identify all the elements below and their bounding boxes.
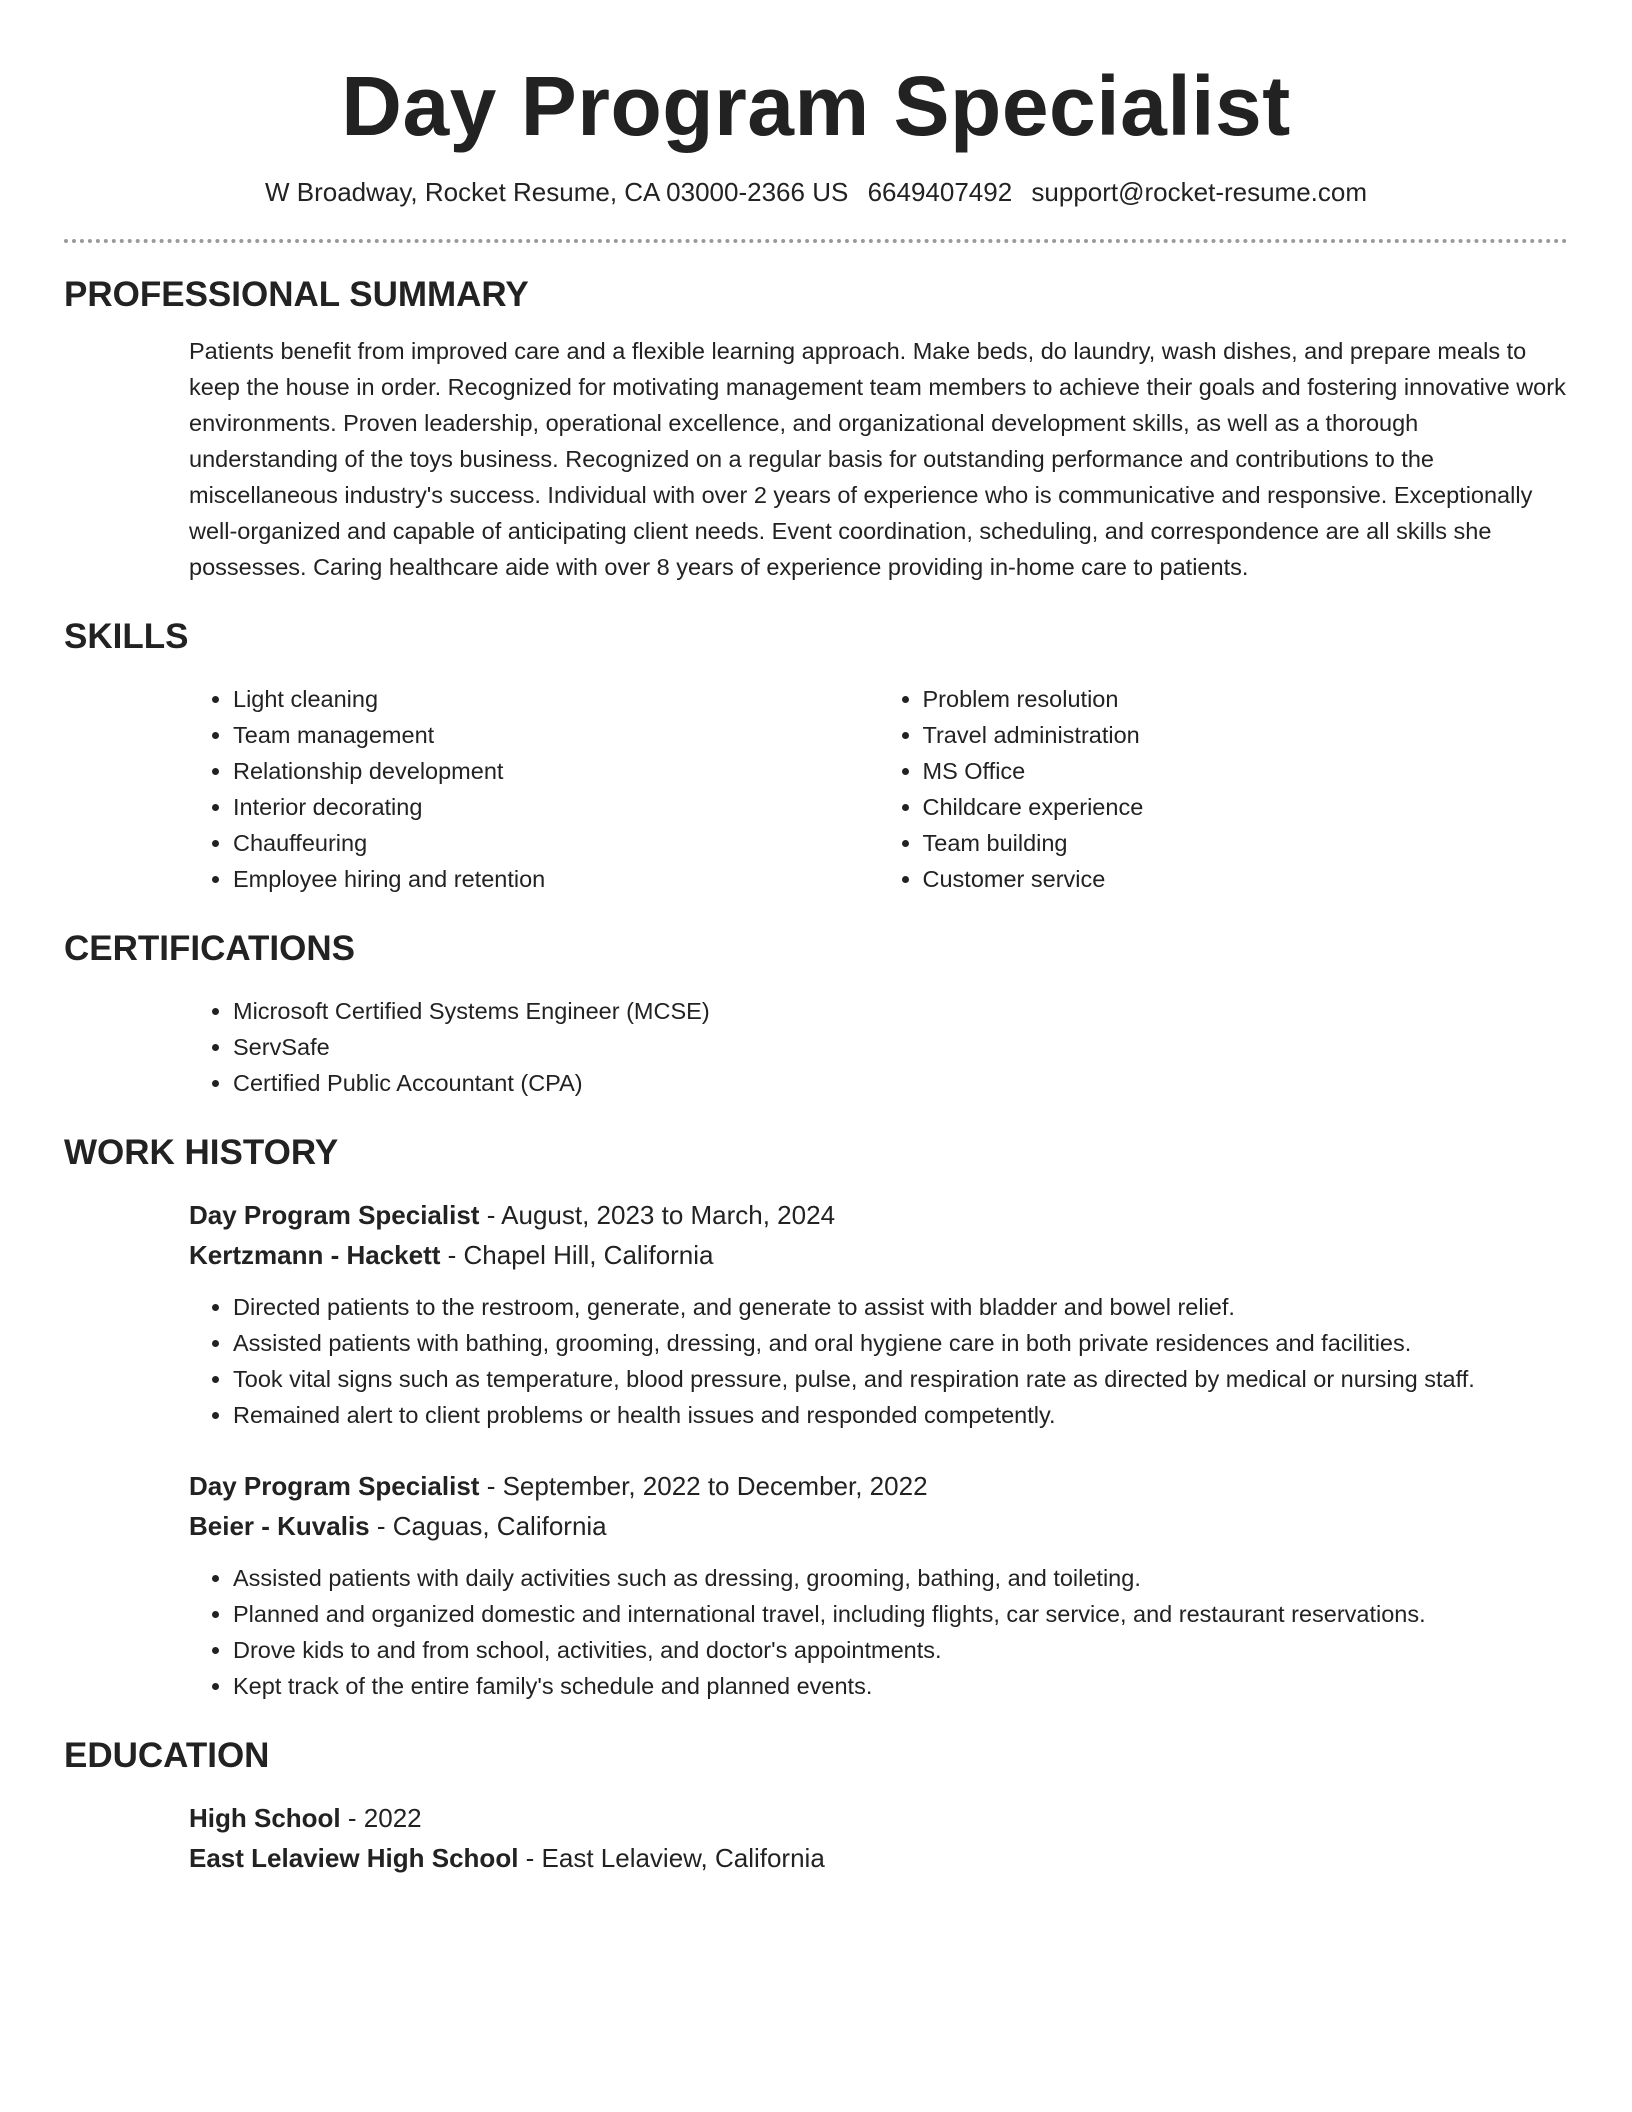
- job-bullet: • Assisted patients with daily activities such as dressing, grooming, bathing, and toileting.: [233, 1560, 1568, 1596]
- skill-item: • Employee hiring and retention: [233, 861, 879, 897]
- skill-item: • Problem resolution: [923, 681, 1569, 717]
- work-history-heading: WORK HISTORY: [64, 1133, 339, 1172]
- education-school-line: [189, 1838, 1568, 1878]
- header-divider: [64, 239, 1568, 243]
- skill-item: • Chauffeuring: [233, 825, 879, 861]
- job-bullet: • Remained alert to client problems or health issues and responded competently.: [233, 1397, 1568, 1433]
- skills-list-right: [879, 681, 1569, 897]
- certifications-list: [189, 993, 1568, 1101]
- certification-item: • Microsoft Certified Systems Engineer (MCSE): [233, 993, 1568, 1029]
- job-bullets: [189, 1289, 1568, 1433]
- education-year: - 2022: [340, 1803, 422, 1833]
- summary-section: [64, 273, 1568, 585]
- job-company: Beier - Kuvalis: [189, 1511, 370, 1541]
- education-school: East Lelaview High School: [189, 1843, 519, 1873]
- job-title-line: [189, 1466, 1568, 1506]
- skill-item: • Customer service: [923, 861, 1569, 897]
- contact-phone: 6649407492: [867, 177, 1013, 207]
- skill-item: • MS Office: [923, 753, 1569, 789]
- job-role: Day Program Specialist: [189, 1200, 480, 1230]
- work-history-section: [64, 1131, 1568, 1704]
- education-section: [64, 1734, 1568, 1878]
- job-location: - Chapel Hill, California: [440, 1240, 714, 1270]
- job-bullet: • Kept track of the entire family's schedule and planned events.: [233, 1668, 1568, 1704]
- job-bullet: • Took vital signs such as temperature, blood pressure, pulse, and respiration rate as directed by medical or nursing staff.: [233, 1361, 1568, 1397]
- job-company-line: [189, 1506, 1568, 1546]
- resume-page: [64, 0, 1568, 1878]
- education-degree-line: [189, 1798, 1568, 1838]
- skill-item: • Relationship development: [233, 753, 879, 789]
- job-bullets: [189, 1560, 1568, 1704]
- education-heading: EDUCATION: [64, 1736, 270, 1775]
- job-entry: [189, 1195, 1568, 1433]
- skill-item: • Interior decorating: [233, 789, 879, 825]
- job-company: Kertzmann - Hackett: [189, 1240, 441, 1270]
- education-entry: [189, 1798, 1568, 1878]
- job-entry: [189, 1466, 1568, 1704]
- skill-item: • Light cleaning: [233, 681, 879, 717]
- skill-item: • Childcare experience: [923, 789, 1569, 825]
- job-bullet: • Assisted patients with bathing, grooming, dressing, and oral hygiene care in both private residences and facilities.: [233, 1325, 1568, 1361]
- education-location: - East Lelaview, California: [518, 1843, 825, 1873]
- job-bullet: • Directed patients to the restroom, generate, and generate to assist with bladder and bowel relief.: [233, 1289, 1568, 1325]
- job-dates: - August, 2023 to March, 2024: [479, 1200, 836, 1230]
- summary-text: Patients benefit from improved care and a flexible learning approach. Make beds, do laundry, wash dishes, and prepare meals to keep the house in order. Recognized for motivating management team members to achieve their goals and fostering innovative work environments. Proven leadership, operational excellence, and organizational development skills, as well as a thorough understanding of the toys business. Recognized on a regular basis for outstanding performance and contributions to the miscellaneous industry's success. Individual with over 2 years of experience who is communicative and responsive. Exceptionally well-organized and capable of anticipating client needs. Event coordination, scheduling, and correspondence are all skills she possesses. Caring healthcare aide with over 8 years of experience providing in-home care to patients.: [189, 338, 1566, 580]
- certification-item: • ServSafe: [233, 1029, 1568, 1065]
- contact-line: [64, 174, 1568, 210]
- resume-name: Day Program Specialist: [341, 59, 1291, 153]
- skill-item: • Travel administration: [923, 717, 1569, 753]
- skill-item: • Team management: [233, 717, 879, 753]
- skills-list-left: [189, 681, 879, 897]
- certifications-section: [64, 927, 1568, 1101]
- job-location: - Caguas, California: [369, 1511, 607, 1541]
- certifications-heading: CERTIFICATIONS: [64, 929, 356, 968]
- job-title-line: [189, 1195, 1568, 1235]
- summary-heading: PROFESSIONAL SUMMARY: [64, 275, 529, 314]
- job-dates: - September, 2022 to December, 2022: [479, 1471, 928, 1501]
- job-bullet: • Planned and organized domestic and international travel, including flights, car service, and restaurant reservations.: [233, 1596, 1568, 1632]
- skill-item: • Team building: [923, 825, 1569, 861]
- job-role: Day Program Specialist: [189, 1471, 480, 1501]
- job-company-line: [189, 1235, 1568, 1275]
- contact-email[interactable]: support@rocket-resume.com: [1031, 177, 1368, 207]
- job-bullet: • Drove kids to and from school, activities, and doctor's appointments.: [233, 1632, 1568, 1668]
- contact-address: W Broadway, Rocket Resume, CA 03000-2366 US: [264, 177, 849, 207]
- skills-section: [64, 615, 1568, 897]
- education-degree: High School: [189, 1803, 341, 1833]
- skills-heading: SKILLS: [64, 617, 189, 656]
- skills-grid: [189, 681, 1568, 897]
- certification-item: • Certified Public Accountant (CPA): [233, 1065, 1568, 1101]
